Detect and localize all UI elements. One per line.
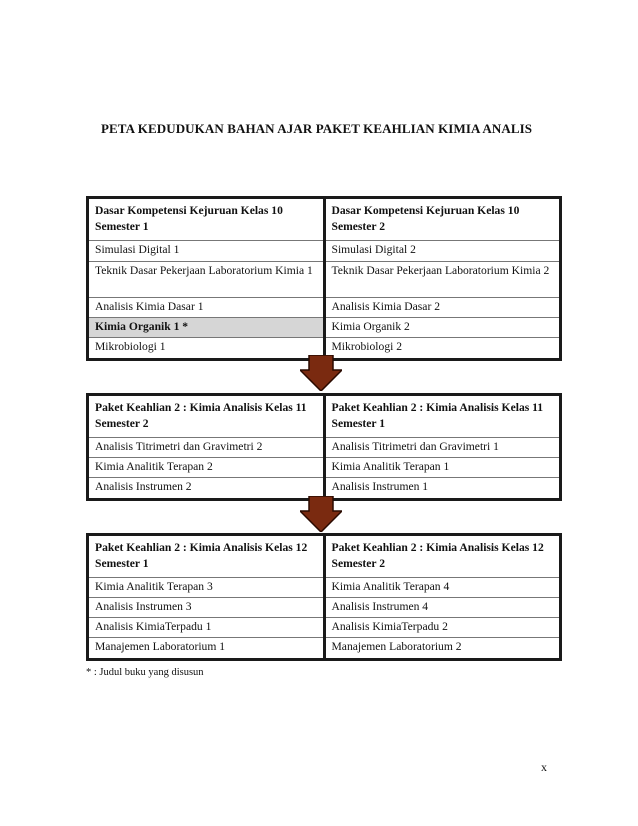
page-number: x xyxy=(541,760,547,774)
column-header: Dasar Kompetensi Kejuruan Kelas 10 Semester 2 xyxy=(326,199,560,241)
course-row: Kimia Analitik Terapan 3 xyxy=(89,578,323,598)
kelas-12-block xyxy=(86,533,562,661)
column-header: Paket Keahlian 2 : Kimia Analisis Kelas 12 Semester 1 xyxy=(89,536,323,578)
kelas-11-semester-2-column xyxy=(89,396,323,498)
course-row: Analisis Instrumen 3 xyxy=(89,598,323,618)
course-row: Analisis Titrimetri dan Gravimetri 2 xyxy=(89,438,323,458)
course-row: Manajemen Laboratorium 1 xyxy=(95,640,226,653)
kelas-10-semester-2-column xyxy=(323,199,560,358)
column-header: Paket Keahlian 2 : Kimia Analisis Kelas 11 Semester 2 xyxy=(89,396,323,438)
column-header: Paket Keahlian 2 : Kimia Analisis Kelas 12 Semester 2 xyxy=(326,536,560,578)
kelas-10-semester-1-column xyxy=(89,199,323,358)
kelas-12-semester-1-column xyxy=(89,536,323,658)
column-header: Paket Keahlian 2 : Kimia Analisis Kelas 11 Semester 1 xyxy=(326,396,560,438)
course-row: Manajemen Laboratorium 2 xyxy=(331,640,462,653)
course-row: Teknik Dasar Pekerjaan Laboratorium Kimia 2 xyxy=(326,262,560,298)
course-row: Analisis Instrumen 4 xyxy=(326,598,560,618)
course-row: Analisis Instrumen 2 xyxy=(95,480,192,493)
column-header: Dasar Kompetensi Kejuruan Kelas 10 Semester 1 xyxy=(89,199,323,241)
course-row: Analisis Instrumen 1 xyxy=(331,480,429,493)
course-row: Kimia Analitik Terapan 1 xyxy=(326,458,560,478)
course-row: Analisis Titrimetri dan Gravimetri 1 xyxy=(326,438,560,458)
kelas-11-semester-1-column xyxy=(323,396,560,498)
course-row: Mikrobiologi 1 xyxy=(95,340,166,353)
course-row: Kimia Analitik Terapan 2 xyxy=(89,458,323,478)
course-row: Analisis Kimia Dasar 1 xyxy=(89,298,323,318)
course-row: Analisis KimiaTerpadu 2 xyxy=(326,618,560,638)
course-row: Kimia Organik 2 xyxy=(326,318,560,338)
course-row: Analisis Kimia Dasar 2 xyxy=(326,298,560,318)
course-row: Teknik Dasar Pekerjaan Laboratorium Kimia 1 xyxy=(89,262,323,298)
course-row: Simulasi Digital 2 xyxy=(326,241,560,262)
course-row: Kimia Analitik Terapan 4 xyxy=(326,578,560,598)
page-title: PETA KEDUDUKAN BAHAN AJAR PAKET KEAHLIAN KIMIA ANALIS xyxy=(101,121,533,136)
highlighted-course-row: Kimia Organik 1 * xyxy=(89,318,323,338)
kelas-11-block xyxy=(86,393,562,501)
down-arrow-icon xyxy=(300,355,342,391)
course-row: Simulasi Digital 1 xyxy=(89,241,323,262)
kelas-12-semester-2-column xyxy=(323,536,560,658)
footnote: * : Judul buku yang disusun xyxy=(86,667,204,678)
semester-10-block xyxy=(86,196,562,361)
course-row: Mikrobiologi 2 xyxy=(331,340,403,353)
down-arrow-icon xyxy=(300,496,342,532)
course-row: Analisis KimiaTerpadu 1 xyxy=(89,618,323,638)
